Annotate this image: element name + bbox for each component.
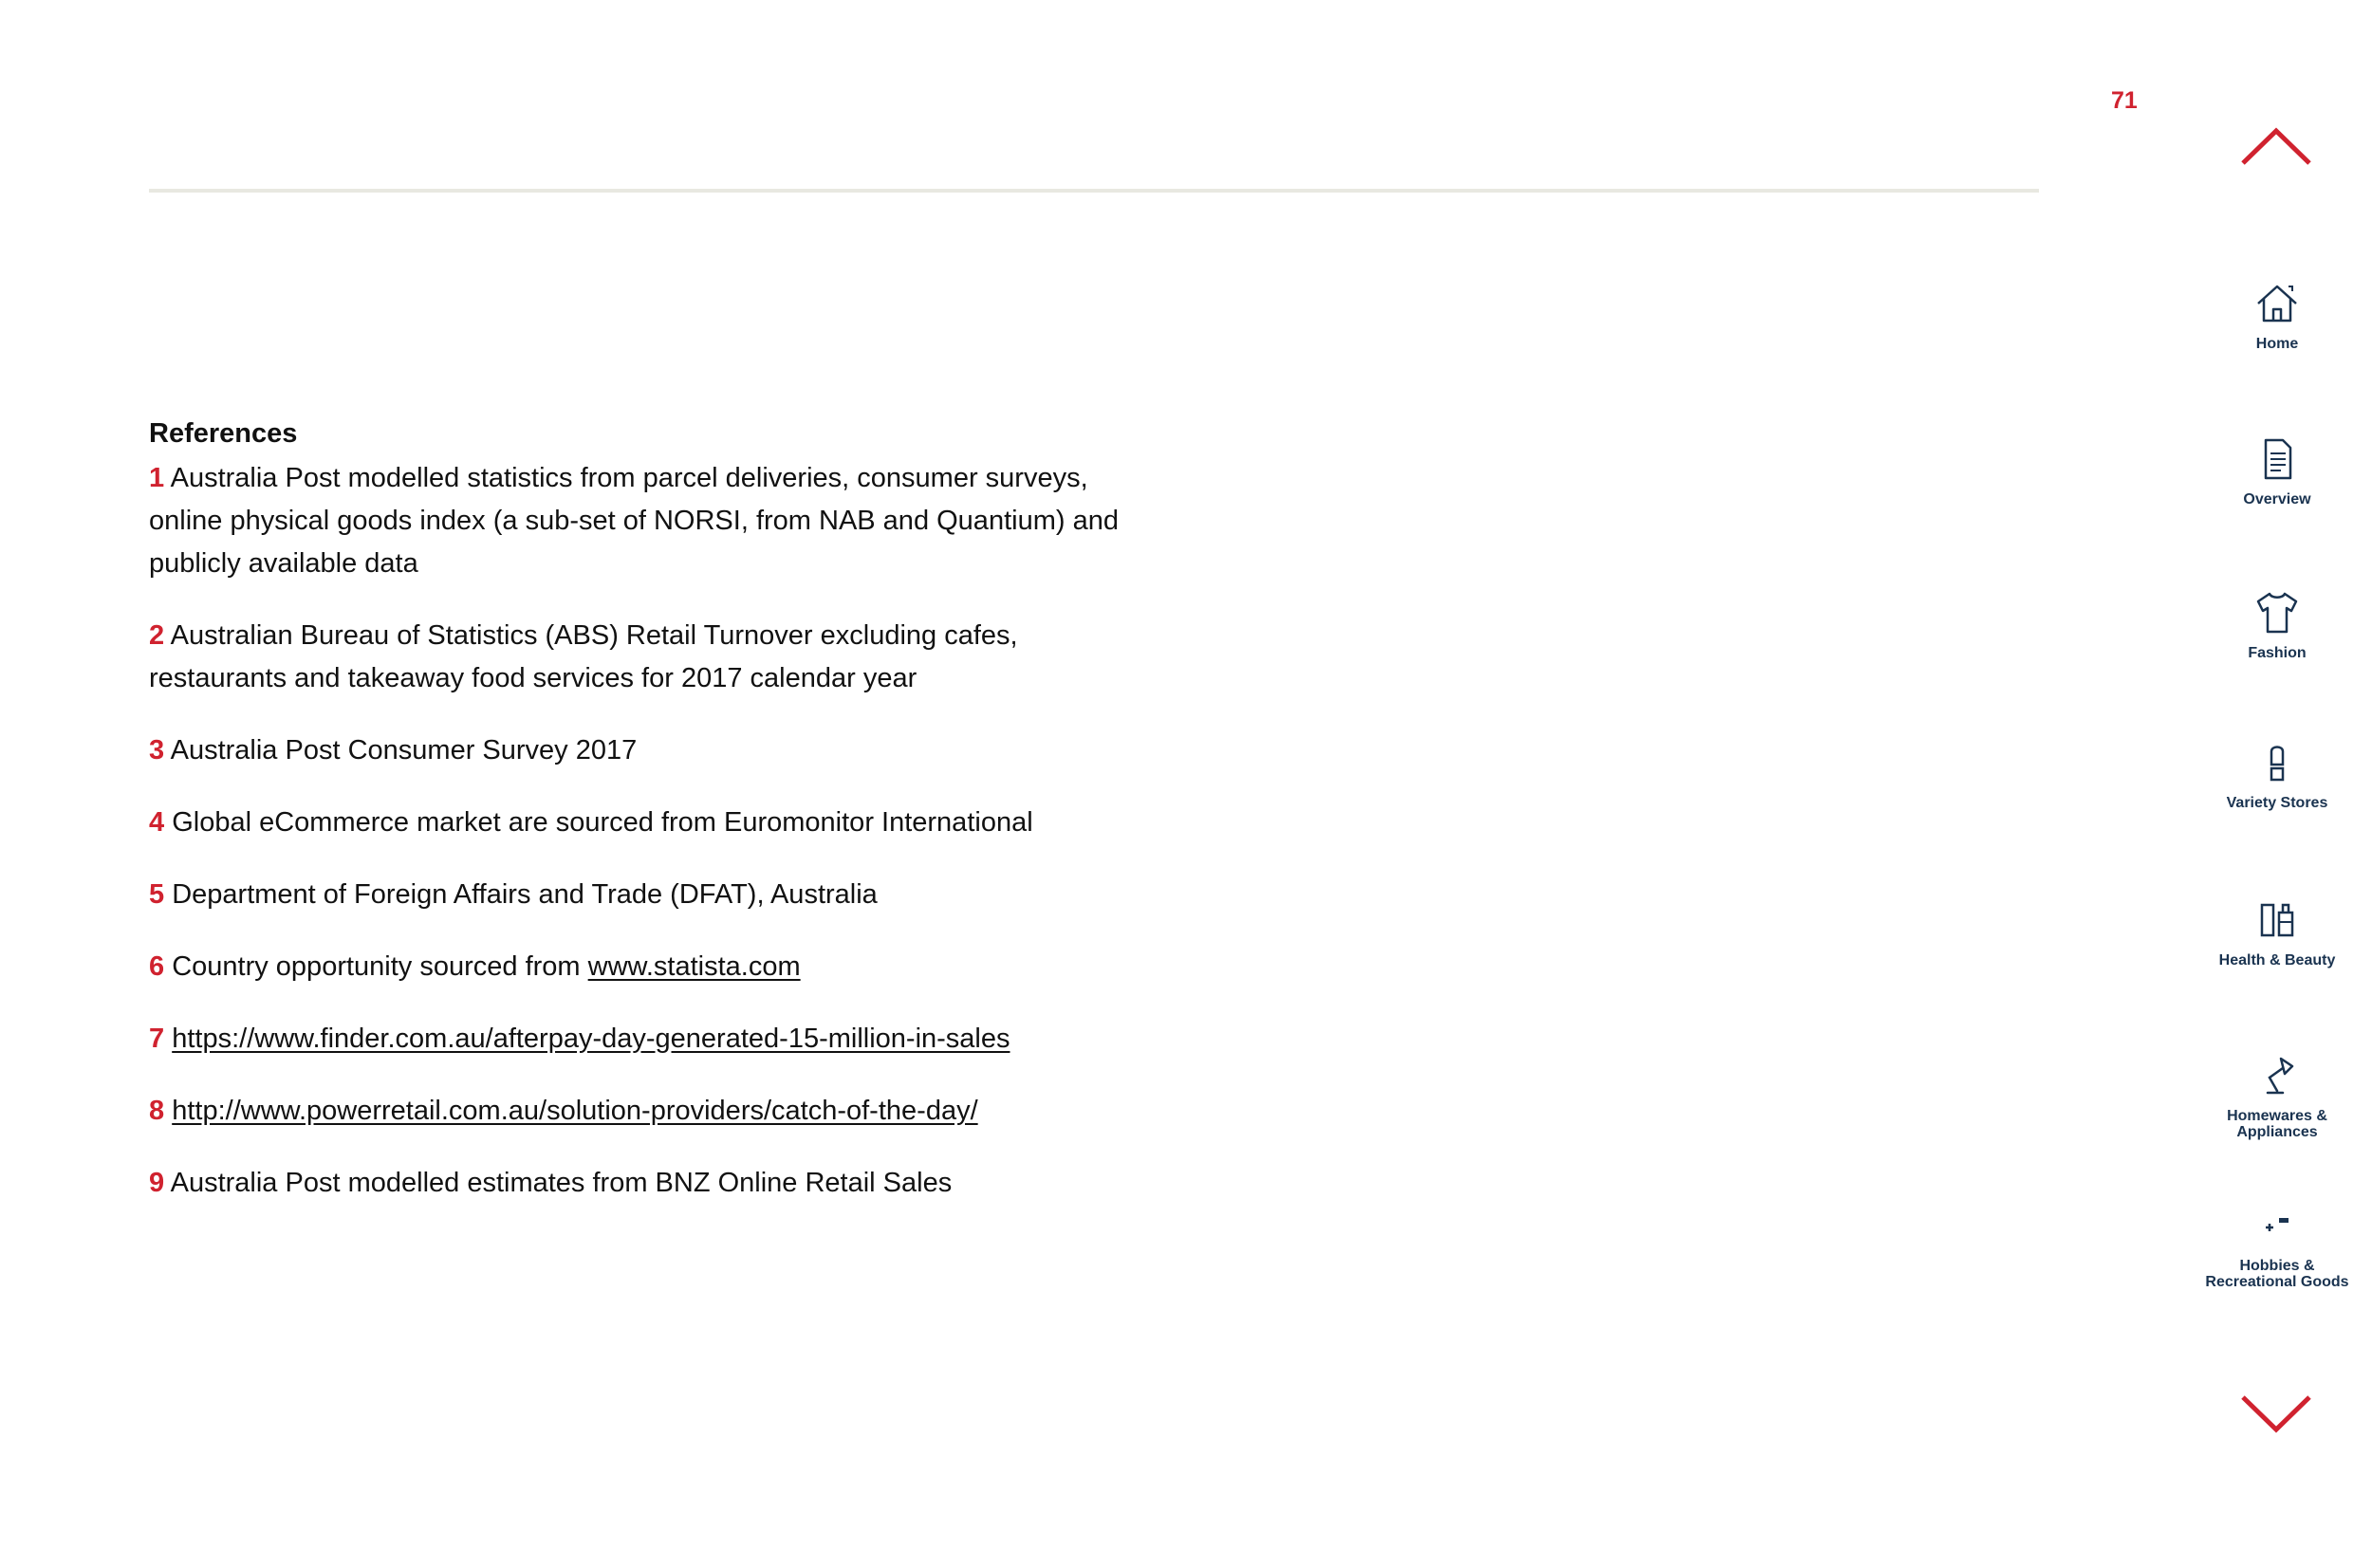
reference-item-9	[149, 1162, 1136, 1205]
reference-number: 9	[149, 1168, 165, 1198]
previous-page-button[interactable]	[2237, 123, 2315, 171]
tshirt-icon	[2251, 586, 2304, 639]
document-icon	[2251, 433, 2304, 486]
nav-label: Variety Stores	[2226, 795, 2328, 811]
nav-item-homewares-appliances[interactable]	[2201, 1049, 2353, 1140]
nav-label: Homewares & Appliances	[2227, 1108, 2327, 1140]
reference-item-1	[149, 457, 1136, 585]
references-section	[149, 415, 1136, 1234]
powerretail-link[interactable]: http://www.powerretail.com.au/solution-providers/catch-of-the-day/	[172, 1096, 978, 1126]
header-divider	[149, 189, 2039, 193]
reference-number: 2	[149, 620, 165, 651]
nav-item-overview[interactable]	[2201, 433, 2353, 507]
reference-number: 4	[149, 807, 165, 838]
reference-item-6	[149, 946, 1136, 988]
nav-item-home[interactable]	[2201, 277, 2353, 352]
reference-number: 5	[149, 879, 165, 910]
next-page-button[interactable]	[2237, 1390, 2315, 1437]
reference-text: Department of Foreign Affairs and Trade (DFAT), Australia	[172, 879, 878, 910]
reference-number: 7	[149, 1024, 165, 1054]
reference-number: 6	[149, 951, 165, 982]
reference-text: Australia Post Consumer Survey 2017	[170, 735, 638, 766]
nav-item-variety-stores[interactable]	[2201, 736, 2353, 811]
nav-item-health-beauty[interactable]	[2201, 894, 2353, 968]
nav-label: Home	[2255, 336, 2299, 352]
reference-text: Australia Post modelled statistics from parcel deliveries, consumer surveys, online physical goods index (a sub-set of NORSI, from NAB and Quantium) and publicly available data	[149, 463, 1119, 579]
home-icon	[2251, 277, 2304, 330]
reference-number: 8	[149, 1096, 165, 1126]
reference-item-3	[149, 729, 1136, 772]
nav-label: Health & Beauty	[2218, 952, 2336, 968]
statista-link[interactable]: www.statista.com	[587, 951, 801, 982]
references-heading: References	[149, 418, 298, 449]
reference-text: Global eCommerce market are sourced from Euromonitor International	[172, 807, 1033, 838]
nav-label: Hobbies & Recreational Goods	[2205, 1258, 2349, 1290]
reference-item-8	[149, 1090, 1136, 1133]
reference-text: Australian Bureau of Statistics (ABS) Retail Turnover excluding cafes, restaurants and takeaway food services for 2017 calendar year	[149, 620, 1018, 693]
lipstick-icon	[2251, 736, 2304, 789]
reference-item-7	[149, 1018, 1136, 1061]
side-navigation	[2201, 0, 2353, 1568]
nav-item-hobbies-recreational-goods[interactable]	[2201, 1199, 2353, 1290]
chevron-down-icon	[2237, 1390, 2315, 1437]
finder-link[interactable]: https://www.finder.com.au/afterpay-day-generated-15-million-in-sales	[172, 1024, 1010, 1054]
chevron-up-icon	[2237, 123, 2315, 171]
page-number: 71	[2111, 87, 2138, 114]
lamp-icon	[2251, 1049, 2304, 1102]
nav-label: Overview	[2243, 491, 2311, 507]
reference-item-4	[149, 802, 1136, 844]
bottles-icon	[2251, 894, 2304, 947]
gamepad-icon	[2251, 1199, 2304, 1252]
reference-text: Country opportunity sourced from	[172, 951, 588, 982]
reference-number: 3	[149, 735, 165, 766]
nav-label: Fashion	[2248, 645, 2307, 661]
reference-number: 1	[149, 463, 165, 493]
reference-item-2	[149, 615, 1136, 700]
reference-text: Australia Post modelled estimates from BNZ Online Retail Sales	[170, 1168, 953, 1198]
reference-item-5	[149, 874, 1136, 916]
nav-item-fashion[interactable]	[2201, 586, 2353, 661]
